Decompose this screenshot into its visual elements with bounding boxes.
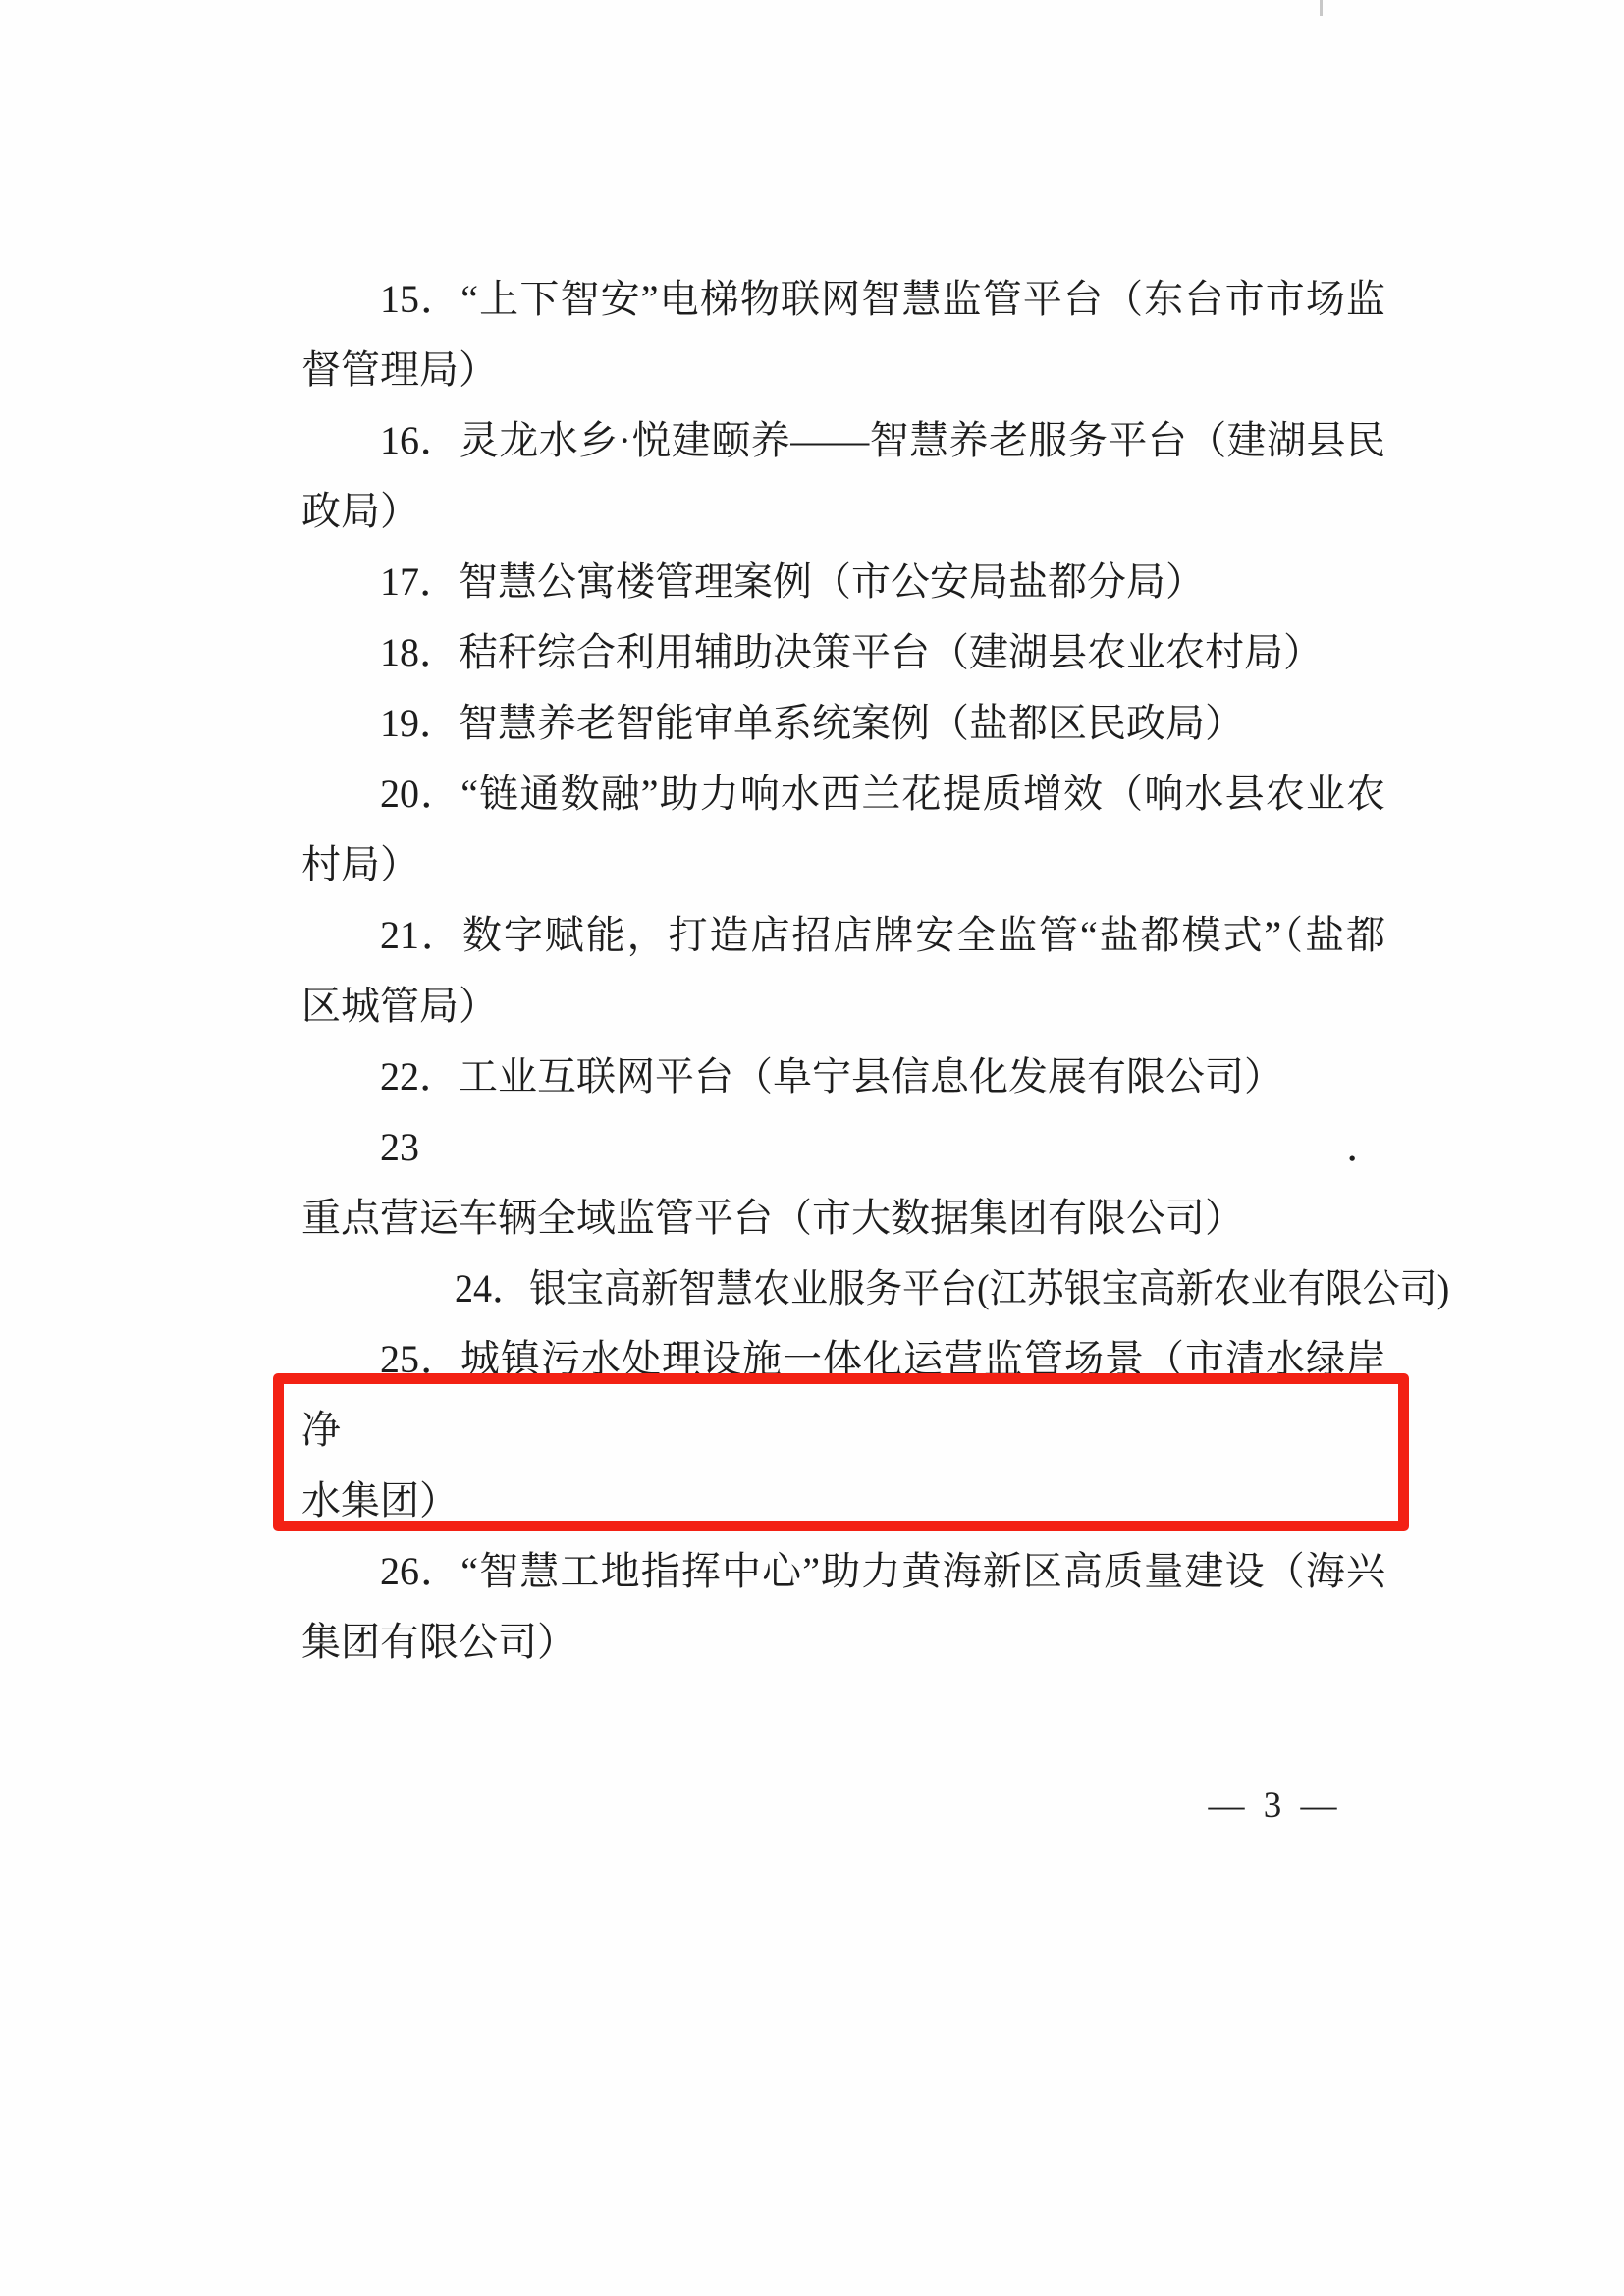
item-line: [301, 900, 1385, 971]
item-text: 银宝高新智慧农业服务平台(江苏银宝高新农业有限公司): [529, 1266, 1450, 1310]
list-item: [301, 264, 1385, 405]
list-item: [301, 405, 1385, 547]
item-line: 水集团）: [301, 1478, 459, 1522]
item-line: [301, 617, 1385, 688]
list-item: [301, 1041, 1385, 1112]
list-item: [301, 1112, 1385, 1254]
list-item: [301, 688, 1385, 759]
item-text: 秸秆综合利用辅助决策平台（建湖县农业农村局）: [459, 630, 1323, 674]
item-text: “上下智安”电梯物联网智慧监管平台（东台市市场监: [460, 277, 1385, 321]
list-item: [301, 759, 1385, 900]
item-text: “智慧工地指挥中心”助力黄海新区高质量建设（海兴: [460, 1549, 1385, 1593]
page-number: — 3 —: [1208, 1786, 1337, 1826]
list-item: [301, 1254, 1450, 1324]
item-line: [301, 1112, 1385, 1254]
item-number: 24．: [455, 1266, 529, 1310]
item-number: 17．: [380, 560, 459, 604]
item-text: 数字赋能，打造店招店牌安全监管“盐都模式”（盐都: [461, 913, 1386, 957]
item-line: [301, 1254, 1450, 1324]
list-item: [301, 900, 1385, 1041]
list-item: [301, 617, 1385, 688]
item-line: [301, 264, 1385, 335]
item-line: [301, 1536, 1385, 1607]
item-line: 区城管局）: [301, 984, 498, 1028]
condensed-line-wrap: [380, 1254, 1449, 1324]
item-text: 智慧养老智能审单系统案例（盐都区民政局）: [459, 701, 1244, 745]
scan-artifact: [1320, 0, 1323, 16]
item-text: 重点营运车辆全域监管平台（市大数据集团有限公司）: [301, 1196, 1244, 1240]
item-text: 工业互联网平台（阜宁县信息化发展有限公司）: [459, 1054, 1283, 1098]
item-line: [301, 688, 1385, 759]
item-number: 20．: [380, 772, 461, 816]
item-number: 16．: [380, 418, 460, 462]
item-text: 灵龙水乡·悦建颐养——智慧养老服务平台（建湖县民: [459, 418, 1385, 462]
item-text: 城镇污水处理设施一体化运营监管场景（市清水绿岸净: [301, 1337, 1385, 1452]
item-line: 督管理局）: [301, 347, 498, 392]
item-line: 村局）: [301, 842, 419, 886]
list-item: [301, 1536, 1385, 1678]
item-number: 22．: [380, 1054, 459, 1098]
highlight-box: [273, 1373, 1409, 1531]
item-number: 19．: [380, 701, 459, 745]
item-text: 智慧公寓楼管理案例（市公安局盐都分局）: [459, 560, 1205, 604]
item-line: 政局）: [301, 489, 419, 533]
item-number: 26．: [380, 1549, 461, 1593]
item-number: 18．: [380, 630, 459, 674]
item-line: [301, 405, 1385, 476]
item-number: 15．: [380, 277, 461, 321]
item-number: 23．: [380, 1125, 1385, 1169]
item-number: 25．: [380, 1337, 460, 1381]
item-number: 21．: [380, 913, 462, 957]
item-line: 集团有限公司）: [301, 1620, 576, 1664]
list-item: [301, 547, 1385, 617]
item-text: “链通数融”助力响水西兰花提质增效（响水县农业农: [460, 772, 1385, 816]
item-line: [301, 547, 1385, 617]
item-line: [301, 759, 1385, 829]
item-line: [301, 1041, 1385, 1112]
